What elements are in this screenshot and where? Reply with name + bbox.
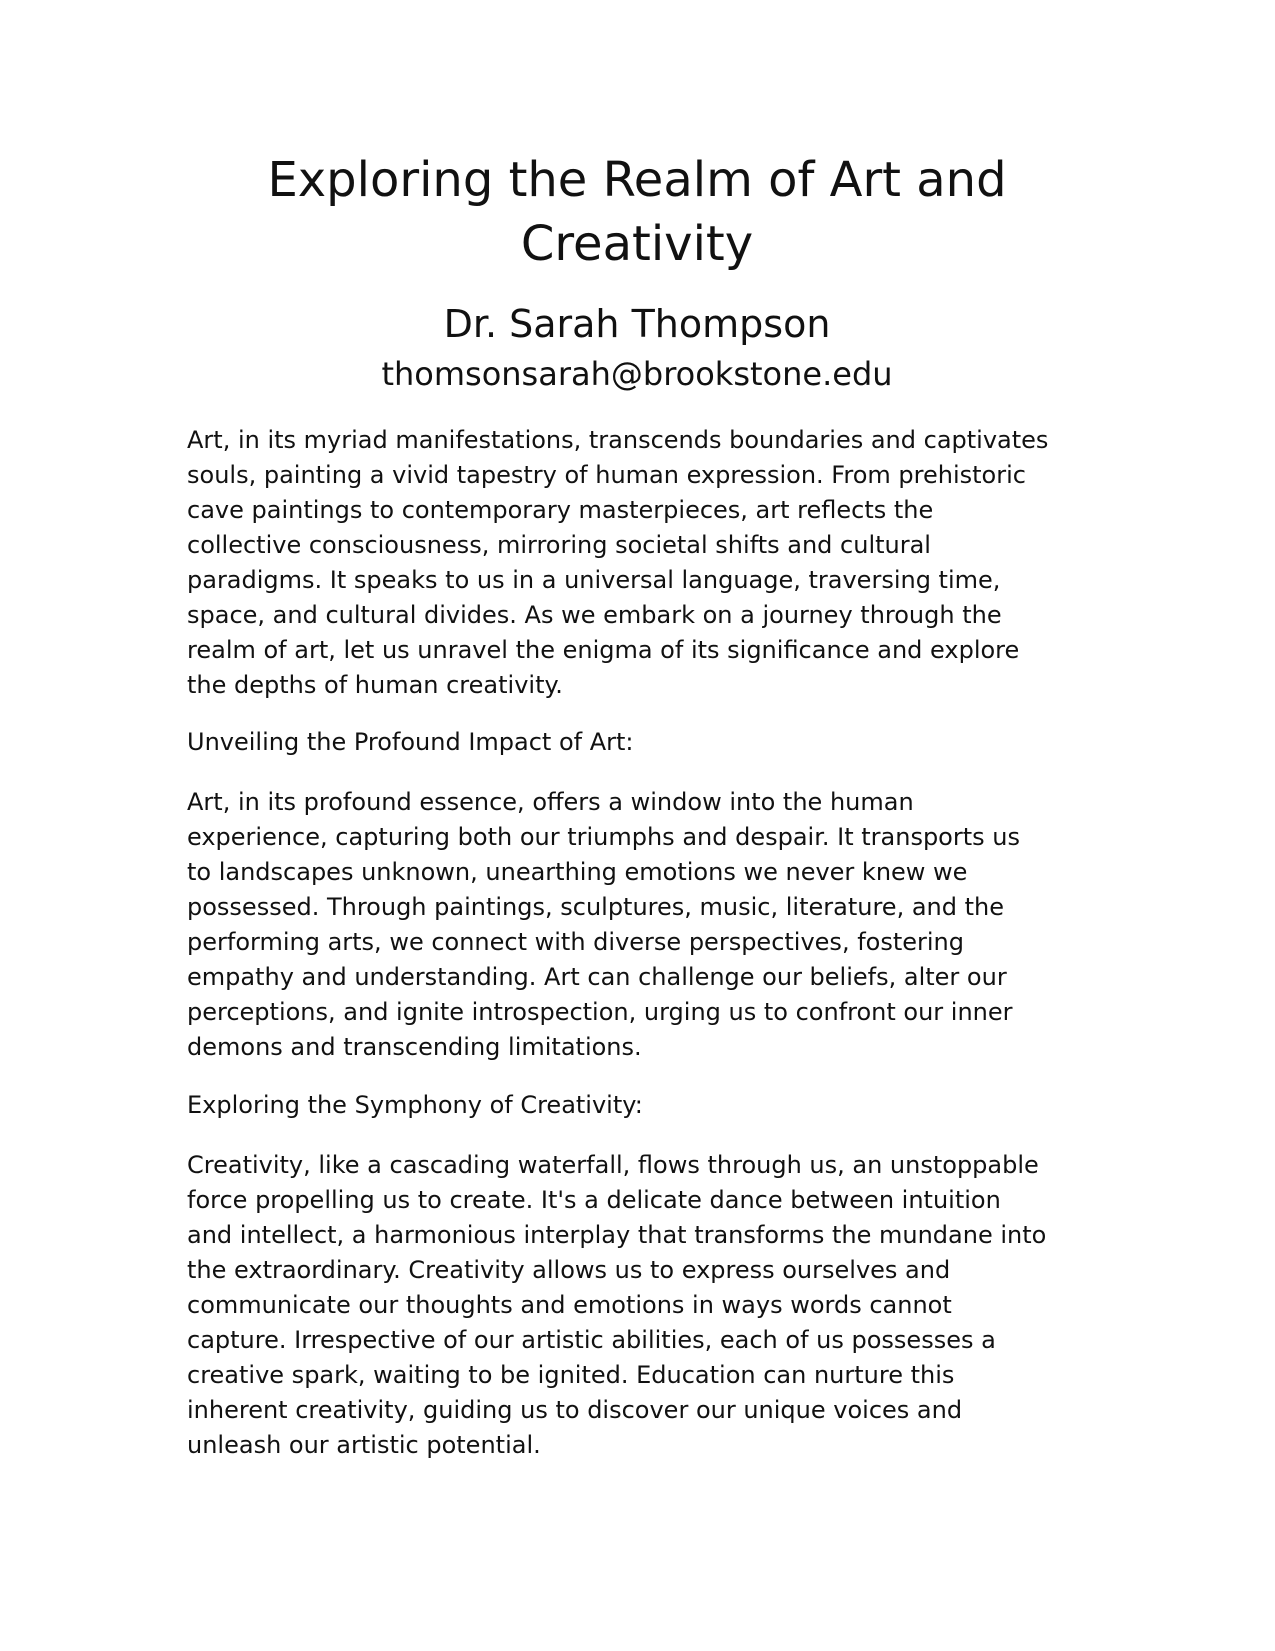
title-line: Exploring the Realm of Art and bbox=[267, 152, 1007, 208]
text-line: communicate our thoughts and emotions in ways words cannot bbox=[187, 1291, 952, 1319]
text-line: Art, in its profound essence, offers a window into the human bbox=[187, 788, 914, 816]
section-heading-impact: Unveiling the Profound Impact of Art: bbox=[187, 728, 634, 756]
text-line: cave paintings to contemporary masterpieces, art reflects the bbox=[187, 496, 934, 524]
text-line: unleash our artistic potential. bbox=[187, 1431, 541, 1459]
author-name: Dr. Sarah Thompson bbox=[443, 302, 831, 346]
title-line: Creativity bbox=[520, 216, 754, 272]
paragraph-intro bbox=[187, 423, 1107, 703]
text-line: possessed. Through paintings, sculptures, music, literature, and the bbox=[187, 893, 1004, 921]
text-line: Art, in its myriad manifestations, transcends boundaries and captivates bbox=[187, 426, 1049, 454]
text-line: and intellect, a harmonious interplay that transforms the mundane into bbox=[187, 1221, 1047, 1249]
text-line: realm of art, let us unravel the enigma of its significance and explore bbox=[187, 636, 1020, 664]
text-line: force propelling us to create. It's a delicate dance between intuition bbox=[187, 1186, 1001, 1214]
text-line: experience, capturing both our triumphs and despair. It transports us bbox=[187, 823, 1020, 851]
text-line: paradigms. It speaks to us in a universal language, traversing time, bbox=[187, 566, 1001, 594]
text-line: performing arts, we connect with diverse perspectives, fostering bbox=[187, 928, 964, 956]
text-line: to landscapes unknown, unearthing emotions we never knew we bbox=[187, 858, 968, 886]
text-line: empathy and understanding. Art can challenge our beliefs, alter our bbox=[187, 963, 1007, 991]
text-line: perceptions, and ignite introspection, urging us to confront our inner bbox=[187, 998, 1013, 1026]
text-line: inherent creativity, guiding us to discover our unique voices and bbox=[187, 1396, 963, 1424]
text-line: creative spark, waiting to be ignited. Education can nurture this bbox=[187, 1361, 955, 1389]
text-line: the depths of human creativity. bbox=[187, 671, 563, 699]
paragraph-impact bbox=[187, 785, 1107, 1065]
author-email: thomsonsarah@brookstone.edu bbox=[381, 355, 893, 393]
paragraph-creativity bbox=[187, 1148, 1107, 1463]
section-heading-creativity: Exploring the Symphony of Creativity: bbox=[187, 1091, 643, 1119]
text-line: capture. Irrespective of our artistic abilities, each of us possesses a bbox=[187, 1326, 996, 1354]
text-line: Creativity, like a cascading waterfall, flows through us, an unstoppable bbox=[187, 1151, 1039, 1179]
text-line: the extraordinary. Creativity allows us to express ourselves and bbox=[187, 1256, 951, 1284]
document-title bbox=[187, 148, 1087, 276]
text-line: souls, painting a vivid tapestry of human expression. From prehistoric bbox=[187, 461, 1026, 489]
text-line: demons and transcending limitations. bbox=[187, 1033, 642, 1061]
text-line: space, and cultural divides. As we embark on a journey through the bbox=[187, 601, 1002, 629]
text-line: collective consciousness, mirroring societal shifts and cultural bbox=[187, 531, 931, 559]
